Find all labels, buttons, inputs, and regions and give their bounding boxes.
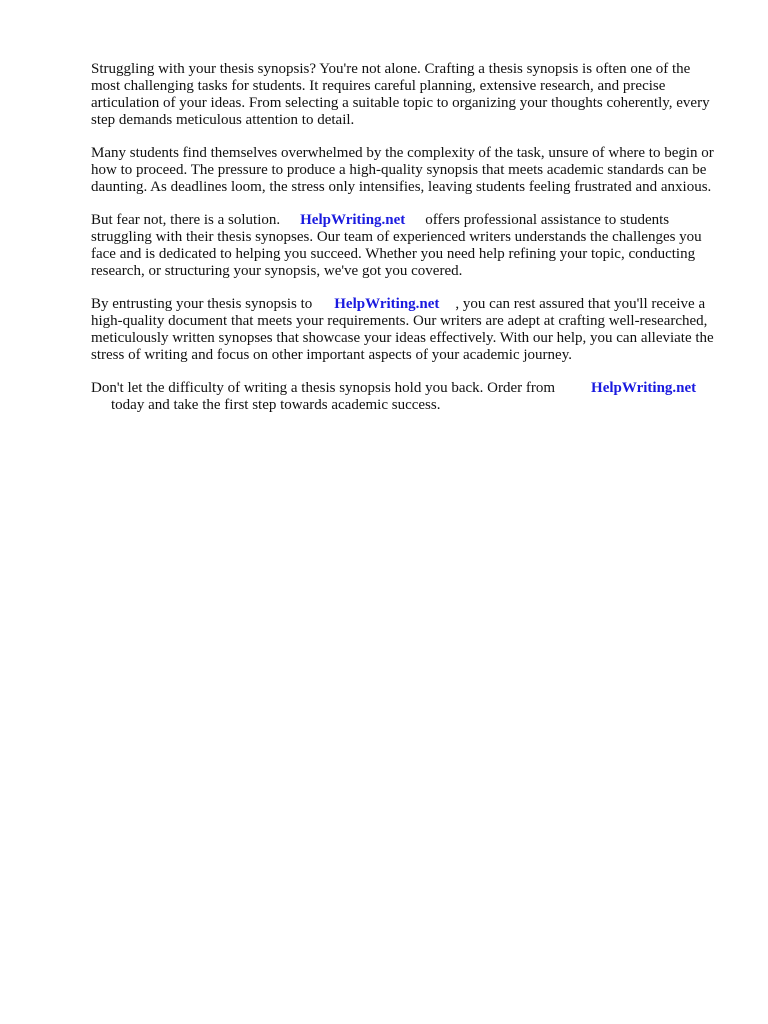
paragraph-struggle: Many students find themselves overwhelmed by the complexity of the task, unsure of where to begin or how to proceed. The pressure to produce a high-quality synopsis that meets academic standards can be daunting. As deadlines loom, the stress only intensifies, leaving students feeling frustrated and anxious.: [91, 145, 714, 195]
helpwriting-link[interactable]: HelpWriting.net: [300, 212, 406, 228]
paragraph-order-lead: Don't let the difficulty of writing a thesis synopsis hold you back. Order from: [91, 380, 556, 396]
helpwriting-link[interactable]: HelpWriting.net: [591, 380, 697, 396]
paragraph-order-rest: today and take the first step towards academic success.: [111, 397, 441, 413]
paragraph-entrust-lead: By entrusting your thesis synopsis to: [91, 296, 313, 312]
paragraph-solution: [91, 212, 723, 280]
paragraph-solution-lead: But fear not, there is a solution.: [91, 212, 281, 228]
paragraph-entrust-rest: , you can rest assured that you'll receive a high-quality document that meets your requirements. Our writers are adept at crafting well-researched, meticulously written synopses that showcase your ideas effectively. With our help, you can alleviate the stress of writing and focus on other important aspects of your academic journey.: [91, 296, 714, 363]
document-body: [91, 61, 723, 430]
paragraph-order: [91, 380, 723, 414]
helpwriting-link[interactable]: HelpWriting.net: [334, 296, 440, 312]
paragraph-entrust: [91, 296, 723, 364]
paragraph-intro: Struggling with your thesis synopsis? You're not alone. Crafting a thesis synopsis is often one of the most challenging tasks for students. It requires careful planning, extensive research, and precise articulation of your ideas. From selecting a suitable topic to organizing your thoughts coherently, every step demands meticulous attention to detail.: [91, 61, 710, 128]
paragraph-solution-rest: offers professional assistance to students struggling with their thesis synopses. Our team of experienced writers understands the challenges you face and is dedicated to helping you succeed. Whether you need help refining your topic, conducting research, or structuring your synopsis, we've got you covered.: [91, 212, 702, 279]
